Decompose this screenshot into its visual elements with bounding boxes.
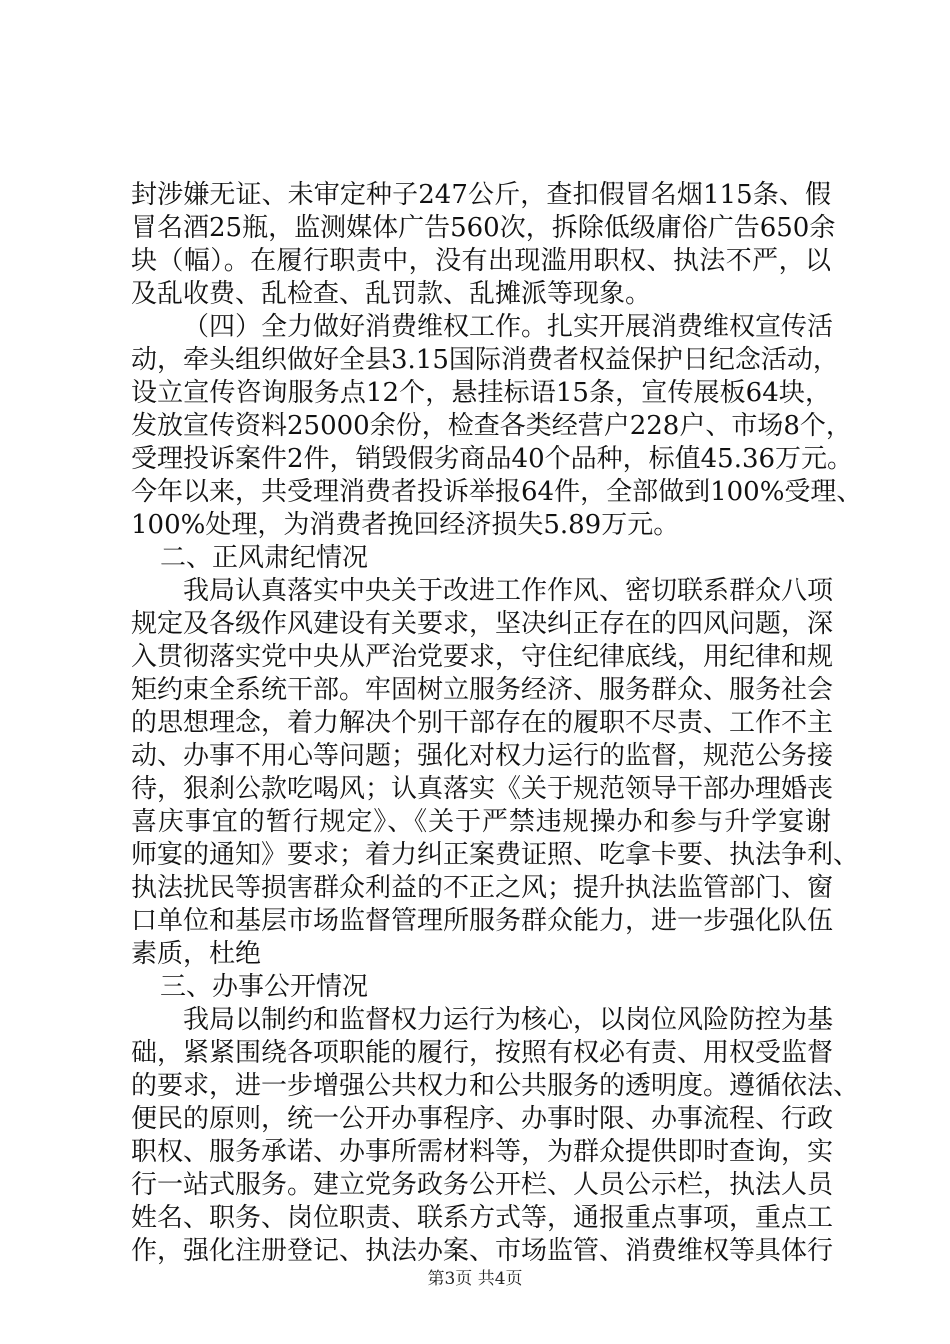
text-line-9: 受理投诉案件2件，销毁假劣商品40个品种，标值45.36万元。 [131, 444, 854, 474]
section-heading-2: 二、正风肃纪情况 [160, 543, 369, 573]
text-line-32: 姓名、职务、岗位职责、联系方式等，通报重点事项，重点工 [131, 1203, 834, 1233]
text-line-11: 100%处理，为消费者挽回经济损失5.89万元。 [131, 510, 680, 540]
text-line-24: 素质，杜绝 [131, 939, 262, 969]
text-line-2: 冒名酒25瓶，监测媒体广告560次，拆除低级庸俗广告650余 [131, 213, 836, 243]
text-line-15: 入贯彻落实党中央从严治党要求，守住纪律底线，用纪律和规 [131, 642, 834, 672]
text-line-1: 封涉嫌无证、未审定种子247公斤，查扣假冒名烟115条、假 [131, 180, 831, 210]
text-line-18: 动、办事不用心等问题；强化对权力运行的监督，规范公务接 [131, 741, 834, 771]
text-line-13: 我局认真落实中央关于改进工作作风、密切联系群众八项 [183, 576, 834, 606]
text-line-22: 执法扰民等损害群众利益的不正之风；提升执法监管部门、窗 [131, 873, 834, 903]
text-line-26: 我局以制约和监督权力运行为核心，以岗位风险防控为基 [183, 1005, 834, 1035]
text-line-8: 发放宣传资料25000余份，检查各类经营户228户、市场8个， [131, 411, 852, 441]
text-line-17: 的思想理念，着力解决个别干部存在的履职不尽责、工作不主 [131, 708, 834, 738]
text-line-4: 及乱收费、乱检查、乱罚款、乱摊派等现象。 [131, 279, 652, 309]
text-line-33: 作，强化注册登记、执法办案、市场监管、消费维权等具体行 [131, 1236, 834, 1266]
text-line-23: 口单位和基层市场监督管理所服务群众能力，进一步强化队伍 [131, 906, 834, 936]
text-line-20: 喜庆事宜的暂行规定》、《关于严禁违规操办和参与升学宴谢 [131, 807, 831, 837]
text-line-29: 便民的原则，统一公开办事程序、办事时限、办事流程、行政 [131, 1104, 834, 1134]
section-four-start: （四）全力做好消费维权工作。扎实开展消费维权宣传活 [183, 312, 834, 342]
text-line-16: 矩约束全系统干部。牢固树立服务经济、服务群众、服务社会 [131, 675, 834, 705]
text-line-21: 师宴的通知》要求；着力纠正案费证照、吃拿卡要、执法争利、 [131, 840, 860, 870]
text-line-19: 待，狠刹公款吃喝风；认真落实《关于规范领导干部办理婚丧 [131, 774, 834, 804]
text-line-14: 规定及各级作风建设有关要求，坚决纠正存在的四风问题，深 [131, 609, 834, 639]
page-number-footer: 第3页 共4页 [427, 1269, 523, 1289]
text-line-3: 块（幅）。在履行职责中，没有出现滥用职权、执法不严，以 [131, 246, 831, 276]
text-line-28: 的要求，进一步增强公共权力和公共服务的透明度。遵循依法、 [131, 1071, 860, 1101]
text-line-6: 动，牵头组织做好全县3.15国际消费者权益保护日纪念活动， [131, 345, 839, 375]
text-line-27: 础，紧紧围绕各项职能的履行，按照有权必有责、用权受监督 [131, 1038, 834, 1068]
text-line-31: 行一站式服务。建立党务政务公开栏、人员公示栏，执法人员 [131, 1170, 834, 1200]
text-line-7: 设立宣传咨询服务点12个，悬挂标语15条，宣传展板64块， [131, 378, 831, 408]
text-line-30: 职权、服务承诺、办事所需材料等，为群众提供即时查询，实 [131, 1137, 834, 1167]
section-heading-3: 三、办事公开情况 [160, 972, 369, 1002]
text-line-10: 今年以来，共受理消费者投诉举报64件，全部做到100%受理、 [131, 477, 863, 507]
